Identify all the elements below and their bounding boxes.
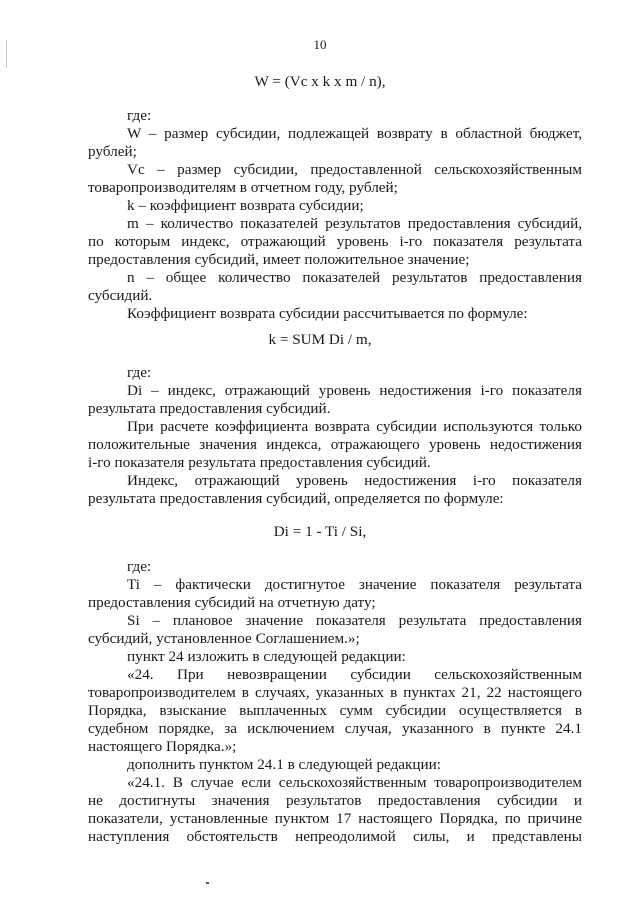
text-line: где:: [127, 364, 152, 381]
text-line: по которым индекс, отражающий уровень i-го показателя результата: [88, 233, 582, 250]
text-line: показатели, установленные пунктом 17 настоящего Порядка, по причине: [88, 810, 582, 827]
text-line: дополнить пунктом 24.1 в следующей редакции:: [127, 756, 442, 773]
text-line: судебном порядке, за исключением случая, указанного в пункте 24.1: [88, 720, 582, 737]
text-line: не достигнуты значения результатов предоставления субсидии и: [88, 792, 582, 809]
text-line: где:: [127, 107, 152, 124]
text-line: Si – плановое значение показателя результата предоставления: [127, 612, 582, 629]
text-line: W – размер субсидии, подлежащей возврату в областной бюджет,: [127, 125, 582, 142]
text-line: Порядка, взыскание выплаченных сумм субсидии осуществляется в: [88, 702, 582, 719]
text-line: предоставления субсидий, имеет положительное значение;: [88, 251, 470, 268]
text-line: Индекс, отражающий уровень недостижения i-го показателя: [127, 472, 582, 489]
text-line: пункт 24 изложить в следующей редакции:: [127, 648, 406, 665]
formula-di: Di = 1 - Ti / Si,: [273, 523, 367, 540]
text-line: результата предоставления субсидий.: [88, 400, 331, 417]
text-line: «24. При невозвращении субсидии сельскохозяйственным: [127, 666, 582, 683]
text-line: «24.1. В случае если сельскохозяйственным товаропроизводителем: [127, 774, 582, 791]
text-line: положительные значения индекса, отражающего уровень недостижения: [88, 436, 582, 453]
page-number: 10: [313, 37, 327, 52]
formula-w: W = (Vc x k x m / n),: [254, 73, 386, 90]
text-line: i-го показателя результата предоставления субсидий.: [88, 454, 431, 471]
text-line: субсидий, установленное Соглашением.»;: [88, 630, 360, 647]
text-line: n – общее количество показателей результатов предоставления: [127, 269, 582, 286]
text-line: Vc – размер субсидии, предоставленной сельскохозяйственным: [127, 161, 582, 178]
text-line: Коэффициент возврата субсидии рассчитывается по формуле:: [127, 305, 528, 322]
text-line: где:: [127, 558, 152, 575]
text-line: m – количество показателей результатов предоставления субсидий,: [127, 215, 582, 232]
text-line: субсидий.: [88, 287, 153, 304]
text-line: товаропроизводителям в отчетном году, рублей;: [88, 179, 398, 196]
text-line: k – коэффициент возврата субсидии;: [127, 197, 364, 214]
text-line: При расчете коэффициента возврата субсидии используются только: [127, 418, 582, 435]
text-line: предоставления субсидий на отчетную дату;: [88, 594, 376, 611]
text-line: Ti – фактически достигнутое значение показателя результата: [127, 576, 582, 593]
text-line: товаропроизводителем в случаях, указанных в пунктах 21, 22 настоящего: [88, 684, 582, 701]
text-line: Di – индекс, отражающий уровень недостижения i-го показателя: [127, 382, 582, 399]
formula-k: k = SUM Di / m,: [268, 331, 372, 348]
text-line: результата предоставления субсидий, определяется по формуле:: [88, 490, 504, 507]
text-line: настоящего Порядка.»;: [88, 738, 237, 755]
text-line: рублей;: [88, 143, 137, 160]
scan-speck: [206, 882, 209, 884]
text-line: наступления обстоятельств непреодолимой силы, и представлены: [88, 828, 582, 845]
